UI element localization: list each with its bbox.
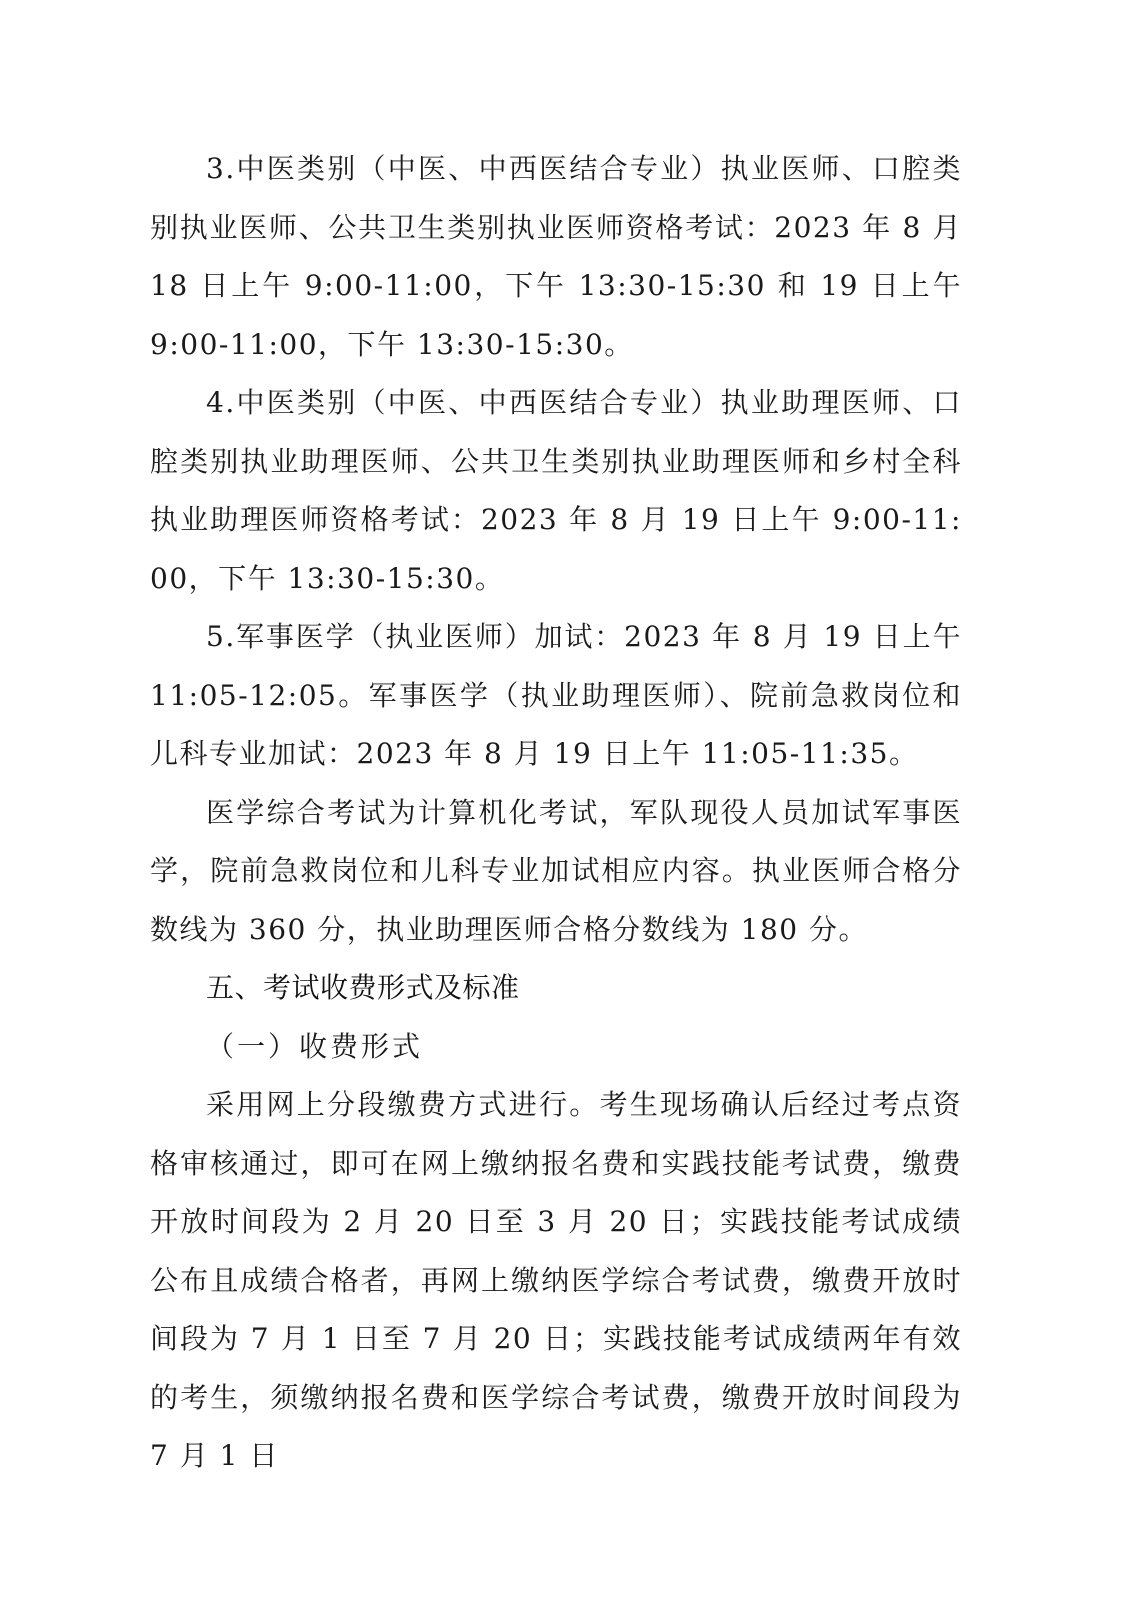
subsection-heading-payment-form: （一）收费形式: [206, 1029, 424, 1063]
section-heading-fees: 五、考试收费形式及标准: [206, 971, 520, 1004]
exam-format-paragraph: 医学综合考试为计算机化考试，军队现役人员加试军事医学，院前急救岗位和儿科专业加试相应内容。执业医师合格分数线为 360 分，执业助理医师合格分数线为 180 分。: [150, 795, 962, 946]
payment-method-paragraph: 采用网上分段缴费方式进行。考生现场确认后经过考点资格审核通过，即可在网上缴纳报名费和实践技能考试费，缴费开放时间段为 2 月 20 日至 3 月 20 日；实践技能考试成绩公布且成绩合格者，再网上缴纳医学综合考试费，缴费开放时间段为 7 月 1 日至 7 月 20 日；实践技能考试成绩两年有效的考生，须缴纳报名费和医学综合考试费，缴费开放时间段为 7 月 1 日: [150, 1088, 962, 1472]
schedule-item-4: 4.中医类别（中医、中西医结合专业）执业助理医师、口腔类别执业助理医师、公共卫生类别执业助理医师和乡村全科执业助理医师资格考试：2023 年 8 月 19 日上午 9:00-11:00，下午 13:30-15:30。: [150, 386, 962, 595]
document-page: [150, 140, 962, 1486]
schedule-item-5: 5.军事医学（执业医师）加试：2023 年 8 月 19 日上午 11:05-12:05。军事医学（执业助理医师）、院前急救岗位和儿科专业加试：2023 年 8 月 19 日上午 11:05-11:35。: [150, 620, 962, 770]
schedule-item-3: 3.中医类别（中医、中西医结合专业）执业医师、口腔类别执业医师、公共卫生类别执业医师资格考试：2023 年 8 月 18 日上午 9:00-11:00，下午 13:30-15:30 和 19 日上午 9:00-11:00，下午 13:30-15:30。: [150, 152, 962, 361]
